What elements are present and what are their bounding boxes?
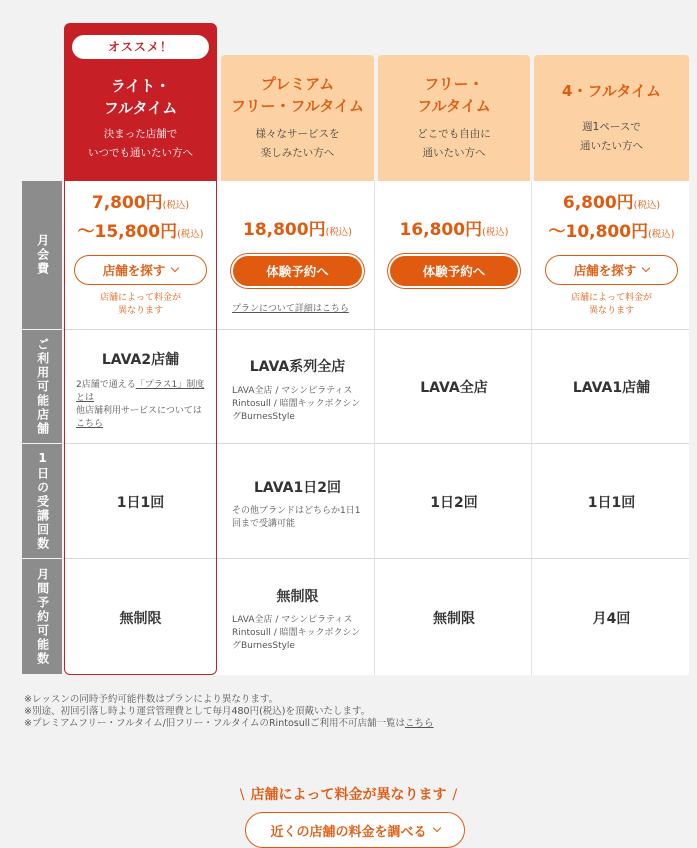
monthly-cell-light (64, 608, 217, 628)
stores-value: LAVA全店 (420, 380, 488, 396)
plan-name: 4・フルタイム (562, 82, 661, 100)
plan-description: 様々なサービスを 楽しみたい方へ (255, 128, 340, 159)
daily-cell-premium (221, 477, 374, 531)
stores-cell-4 (534, 377, 689, 397)
fee-cell-free (378, 217, 530, 286)
monthly-value: 無制限 (433, 611, 475, 627)
chevron-down-icon (432, 824, 440, 832)
monthly-cell-4 (534, 608, 689, 628)
stores-value: LAVA系列全店 (249, 359, 346, 375)
stores-note: LAVA全店 / マシンピラティス Rintosull / 暗闇キックボクシングBurnesStyle (232, 386, 361, 422)
monthly-value: 無制限 (276, 589, 319, 605)
trial-reservation-button[interactable]: 体験予約へ (233, 256, 362, 286)
rintosull-store-list-link[interactable]: こちら (405, 718, 434, 729)
plan-description: 決まった店舗で いつでも通いたい方へ (88, 128, 193, 159)
decor-slash-left: \ (239, 787, 245, 803)
monthly-value: 無制限 (119, 611, 162, 627)
footnotes: ※レッスンの同時予約可能件数はプランにより異なります。 ※別途、初回引落し時より運営管理費として毎月480円(税込)を頂戴いたします。 ※プレミアムフリー・フルタイム/旧フリー・フルタイムのRintosullご利用不可店舗一覧はこちら (24, 694, 434, 729)
plan-header-light-fulltime (64, 23, 217, 181)
plan-description: 週1ペースで 通いたい方へ (580, 121, 643, 152)
monthly-value: 月4回 (592, 611, 631, 627)
stores-cell-light (64, 349, 217, 431)
stores-cell-free (378, 377, 530, 397)
daily-value: 1日1回 (587, 495, 636, 511)
row-label-available-stores: ご利用可能店舗 (22, 330, 62, 443)
row-label-monthly-reservations: 月間予約可能数 (22, 559, 62, 674)
plan-description: どこでも自由に 通いたい方へ (417, 128, 491, 159)
stores-note: 2店舗で通える「プラス1」制度とは 他店舗利用サービスについてはこちら (76, 380, 205, 429)
plan-header-free-fulltime (378, 55, 530, 181)
decor-slash-right: / (452, 787, 458, 803)
find-store-button[interactable]: 店舗を探す (545, 255, 678, 285)
row-label-daily-lessons: 1日の受講回数 (22, 444, 62, 558)
plan-name: フリー・ フルタイム (417, 75, 491, 115)
daily-cell-light (64, 492, 217, 512)
price-differs-heading: \ 店舗によって料金が異なります / (239, 787, 458, 803)
stores-value: LAVA2店舗 (101, 352, 180, 368)
recommended-badge: オススメ！ (72, 35, 209, 59)
find-store-button[interactable]: 店舗を探す (74, 255, 207, 285)
chevron-down-icon (642, 264, 650, 272)
plus1-link[interactable]: 「プラス1」制度とは (76, 380, 205, 403)
price: 16,800円(税込) (399, 220, 509, 240)
stores-cell-premium (221, 356, 374, 424)
daily-value: 1日2回 (430, 495, 478, 511)
plan-name: ライト・ フルタイム (103, 77, 178, 117)
plan-header-premium-free-fulltime (221, 55, 374, 181)
plan-header-4-fulltime (534, 55, 689, 181)
daily-cell-free (378, 492, 530, 512)
daily-cell-4 (534, 492, 689, 512)
fee-cell-4 (534, 190, 689, 318)
plan-details-link[interactable]: プランについて詳細はこちら (232, 304, 349, 314)
fee-cell-light (64, 190, 217, 318)
check-nearby-store-price-button[interactable]: 近くの店舗の料金を調べる (245, 812, 465, 848)
price-range: 6,800円(税込) 〜10,800円(税込) (548, 193, 675, 242)
fee-cell-premium (221, 217, 374, 315)
daily-value: 1日1回 (116, 495, 165, 511)
chevron-down-icon (171, 264, 179, 272)
row-label-monthly-fee: 月会費 (22, 181, 62, 329)
monthly-cell-premium (221, 586, 374, 653)
plan-name: プレミアム フリー・フルタイム (231, 75, 364, 115)
price-range: 7,800円(税込) 〜15,800円(税込) (77, 193, 204, 242)
other-store-service-link[interactable]: こちら (76, 419, 104, 429)
stores-value: LAVA1店舗 (572, 380, 651, 396)
daily-value: LAVA1日2回 (253, 480, 341, 496)
price: 18,800円(税込) (242, 220, 353, 240)
monthly-cell-free (378, 608, 530, 628)
column-divider (374, 181, 375, 675)
price-note: 店舗によって料金が 異なります (570, 293, 652, 316)
daily-note: その他ブランドはどちらか1日1回まで受講可能 (232, 506, 361, 529)
trial-reservation-button[interactable]: 体験予約へ (390, 256, 518, 286)
monthly-note: LAVA全店 / マシンピラティス Rintosull / 暗闇キックボクシングBurnesStyle (232, 615, 361, 651)
price-note: 店舗によって料金が 異なります (99, 293, 181, 316)
column-divider (531, 181, 532, 675)
